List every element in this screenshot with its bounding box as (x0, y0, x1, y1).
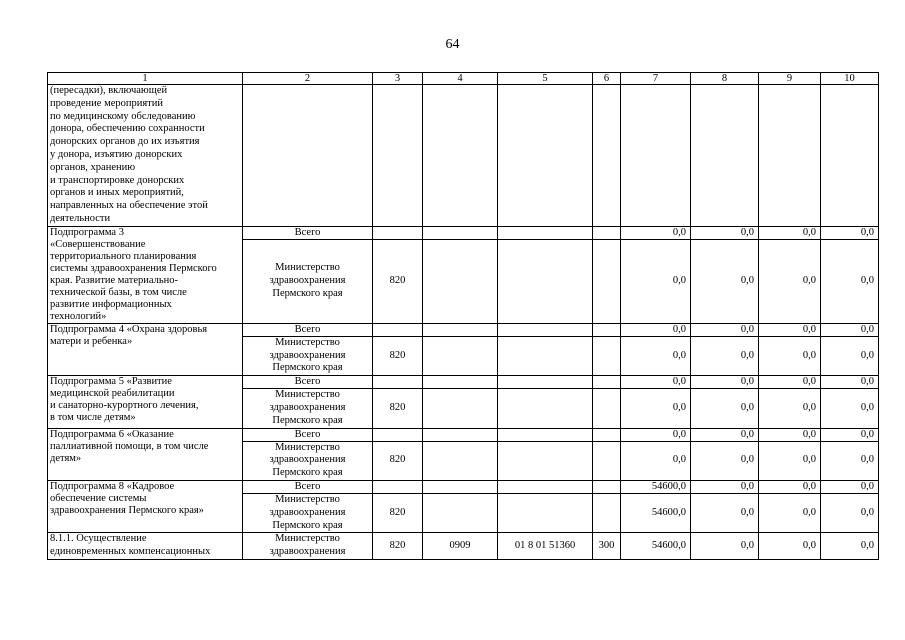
value-cell: 0,0 (821, 323, 879, 336)
value-cell: 0,0 (621, 441, 691, 480)
value-cell: 0,0 (691, 428, 759, 441)
code-cell: 820 (373, 239, 423, 323)
value-cell: 0,0 (691, 389, 759, 428)
column-header: 10 (821, 73, 879, 85)
code-cell (373, 376, 423, 389)
code-cell (498, 336, 593, 375)
value-cell: 0,0 (691, 336, 759, 375)
value-cell: 0,0 (621, 226, 691, 239)
row-name-line: Подпрограмма 6 «Оказание (50, 428, 174, 440)
value-cell: 0,0 (759, 480, 821, 493)
row-name-line: здравоохранения Пермского края» (50, 504, 204, 516)
code-cell (373, 428, 423, 441)
code-cell (498, 389, 593, 428)
value-cell: 0,0 (691, 441, 759, 480)
value-cell: 0,0 (691, 376, 759, 389)
row-name-line: органов, хранению (50, 161, 136, 173)
budget-table (47, 72, 879, 560)
value-cell: 0,0 (821, 428, 879, 441)
row-name-line: «Совершенствование (50, 238, 146, 250)
row-name (48, 480, 243, 532)
page-number: 64 (445, 37, 460, 52)
column-header: 1 (48, 73, 243, 85)
value-cell: 0,0 (821, 226, 879, 239)
row-name-line: технологий» (50, 310, 107, 322)
executor-cell: Всего (243, 376, 373, 389)
code-cell: 820 (373, 336, 423, 375)
value-cell: 0,0 (821, 441, 879, 480)
value-cell: 0,0 (759, 376, 821, 389)
code-cell (593, 336, 621, 375)
code-cell: 820 (373, 389, 423, 428)
value-cell: 0,0 (821, 336, 879, 375)
executor-cell: Министерство здравоохранения Пермского края (243, 441, 373, 480)
executor-cell: Министерство здравоохранения Пермского края (243, 493, 373, 532)
code-cell: 820 (373, 493, 423, 532)
row-name (48, 533, 243, 560)
value-cell: 0,0 (759, 428, 821, 441)
value-cell: 0,0 (821, 376, 879, 389)
row-name (48, 376, 243, 428)
code-cell (423, 323, 498, 336)
table-row-total (48, 428, 879, 441)
code-cell: 0909 (423, 533, 498, 560)
row-name-line: территориального планирования (50, 250, 197, 262)
row-name (48, 226, 243, 323)
code-cell (593, 480, 621, 493)
empty-cell (691, 85, 759, 227)
executor-cell: Министерство здравоохранения Пермского края (243, 389, 373, 428)
value-cell: 0,0 (759, 226, 821, 239)
code-cell (423, 336, 498, 375)
code-cell (498, 239, 593, 323)
row-name-line: обеспечение системы (50, 492, 147, 504)
empty-cell (498, 85, 593, 227)
column-header: 4 (423, 73, 498, 85)
empty-cell (759, 85, 821, 227)
value-cell: 54600,0 (621, 493, 691, 532)
row-name (48, 323, 243, 375)
column-header: 9 (759, 73, 821, 85)
row-name-line: и транспортировке донорских (50, 174, 185, 186)
column-header: 5 (498, 73, 593, 85)
row-name-line: 8.1.1. Осуществление (50, 533, 147, 545)
code-cell (593, 376, 621, 389)
empty-cell (621, 85, 691, 227)
executor-cell: Всего (243, 323, 373, 336)
value-cell: 0,0 (691, 480, 759, 493)
code-cell (593, 323, 621, 336)
value-cell: 0,0 (821, 493, 879, 532)
table-row (48, 533, 879, 560)
value-cell: 0,0 (621, 239, 691, 323)
row-name-line: края. Развитие материально- (50, 274, 179, 286)
code-cell: 820 (373, 533, 423, 560)
row-name-line: (пересадки), включающей (50, 85, 168, 96)
code-cell (423, 441, 498, 480)
row-name-line: направленных на обеспечение этой (50, 200, 208, 212)
row-name (48, 428, 243, 480)
value-cell: 0,0 (621, 323, 691, 336)
row-name-line: Подпрограмма 3 (50, 226, 124, 238)
row-name-line: у донора, изъятию донорских (50, 148, 183, 160)
table-row-total (48, 376, 879, 389)
code-cell (498, 323, 593, 336)
row-name-line: системы здравоохранения Пермского (50, 262, 217, 274)
empty-cell (821, 85, 879, 227)
row-name-line: Подпрограмма 4 «Охрана здоровья (50, 323, 208, 335)
row-name-line: проведение мероприятий (50, 97, 164, 109)
code-cell (593, 226, 621, 239)
row-name-line: донора, обеспечению сохранности (50, 123, 205, 135)
row-name-line: матери и ребенка» (50, 335, 133, 347)
value-cell: 0,0 (691, 533, 759, 560)
row-name-line: Подпрограмма 8 «Кадровое (50, 480, 175, 492)
code-cell (498, 493, 593, 532)
value-cell: 0,0 (759, 389, 821, 428)
code-cell (423, 389, 498, 428)
column-header: 6 (593, 73, 621, 85)
value-cell: 0,0 (821, 480, 879, 493)
column-header: 7 (621, 73, 691, 85)
empty-cell (593, 85, 621, 227)
value-cell: 54600,0 (621, 533, 691, 560)
value-cell: 0,0 (759, 323, 821, 336)
code-cell (498, 428, 593, 441)
value-cell: 0,0 (621, 376, 691, 389)
table-row-total (48, 323, 879, 336)
table-row-total (48, 226, 879, 239)
column-header-row (48, 73, 879, 85)
code-cell (423, 239, 498, 323)
code-cell: 300 (593, 533, 621, 560)
row-name (48, 85, 243, 227)
row-name-line: детям» (50, 452, 82, 464)
value-cell: 0,0 (691, 226, 759, 239)
row-name-line: донорских органов до их изъятия (50, 136, 200, 148)
code-cell (373, 323, 423, 336)
empty-cell (423, 85, 498, 227)
code-cell (423, 493, 498, 532)
row-name-line: единовременных компенсационных (50, 546, 211, 558)
value-cell: 0,0 (621, 389, 691, 428)
code-cell (593, 239, 621, 323)
value-cell: 0,0 (821, 389, 879, 428)
row-name-line: развитие информационных (50, 298, 172, 310)
row-name-line: деятельности (50, 212, 111, 224)
executor-cell: Министерство здравоохранения Пермского края (243, 336, 373, 375)
value-cell: 0,0 (759, 336, 821, 375)
code-cell: 01 8 01 51360 (498, 533, 593, 560)
value-cell: 0,0 (621, 336, 691, 375)
table-row-total (48, 480, 879, 493)
value-cell: 0,0 (759, 441, 821, 480)
executor-cell: Министерство здравоохранения Пермского края (243, 239, 373, 323)
table-row (48, 85, 879, 227)
code-cell (498, 480, 593, 493)
code-cell (593, 441, 621, 480)
code-cell (593, 428, 621, 441)
code-cell (373, 226, 423, 239)
value-cell: 0,0 (621, 428, 691, 441)
code-cell (498, 226, 593, 239)
executor-cell: Всего (243, 226, 373, 239)
value-cell: 0,0 (759, 239, 821, 323)
empty-cell (243, 85, 373, 227)
value-cell: 54600,0 (621, 480, 691, 493)
code-cell (498, 376, 593, 389)
column-header: 8 (691, 73, 759, 85)
column-header: 3 (373, 73, 423, 85)
row-name-line: Подпрограмма 5 «Развитие (50, 376, 172, 388)
code-cell (423, 480, 498, 493)
value-cell: 0,0 (759, 493, 821, 532)
row-name-line: паллиативной помощи, в том числе (50, 440, 209, 452)
row-name-line: по медицинскому обследованию (50, 110, 196, 122)
row-name-line: медицинской реабилитации (50, 388, 175, 400)
executor-cell: Всего (243, 480, 373, 493)
code-cell (423, 376, 498, 389)
row-name-line: органов и иных мероприятий, (50, 187, 184, 199)
empty-cell (373, 85, 423, 227)
code-cell (423, 226, 498, 239)
column-header: 2 (243, 73, 373, 85)
code-cell (498, 441, 593, 480)
code-cell (373, 480, 423, 493)
code-cell: 820 (373, 441, 423, 480)
code-cell (423, 428, 498, 441)
row-name-line: технической базы, в том числе (50, 286, 187, 298)
value-cell: 0,0 (759, 533, 821, 560)
value-cell: 0,0 (691, 323, 759, 336)
value-cell: 0,0 (691, 493, 759, 532)
executor-cell: Министерство здравоохранения (243, 533, 373, 560)
value-cell: 0,0 (821, 239, 879, 323)
row-name-line: в том числе детям» (50, 412, 136, 424)
value-cell: 0,0 (821, 533, 879, 560)
row-name-line: и санаторно-курортного лечения, (50, 400, 199, 412)
executor-cell: Всего (243, 428, 373, 441)
value-cell: 0,0 (691, 239, 759, 323)
code-cell (593, 389, 621, 428)
code-cell (593, 493, 621, 532)
